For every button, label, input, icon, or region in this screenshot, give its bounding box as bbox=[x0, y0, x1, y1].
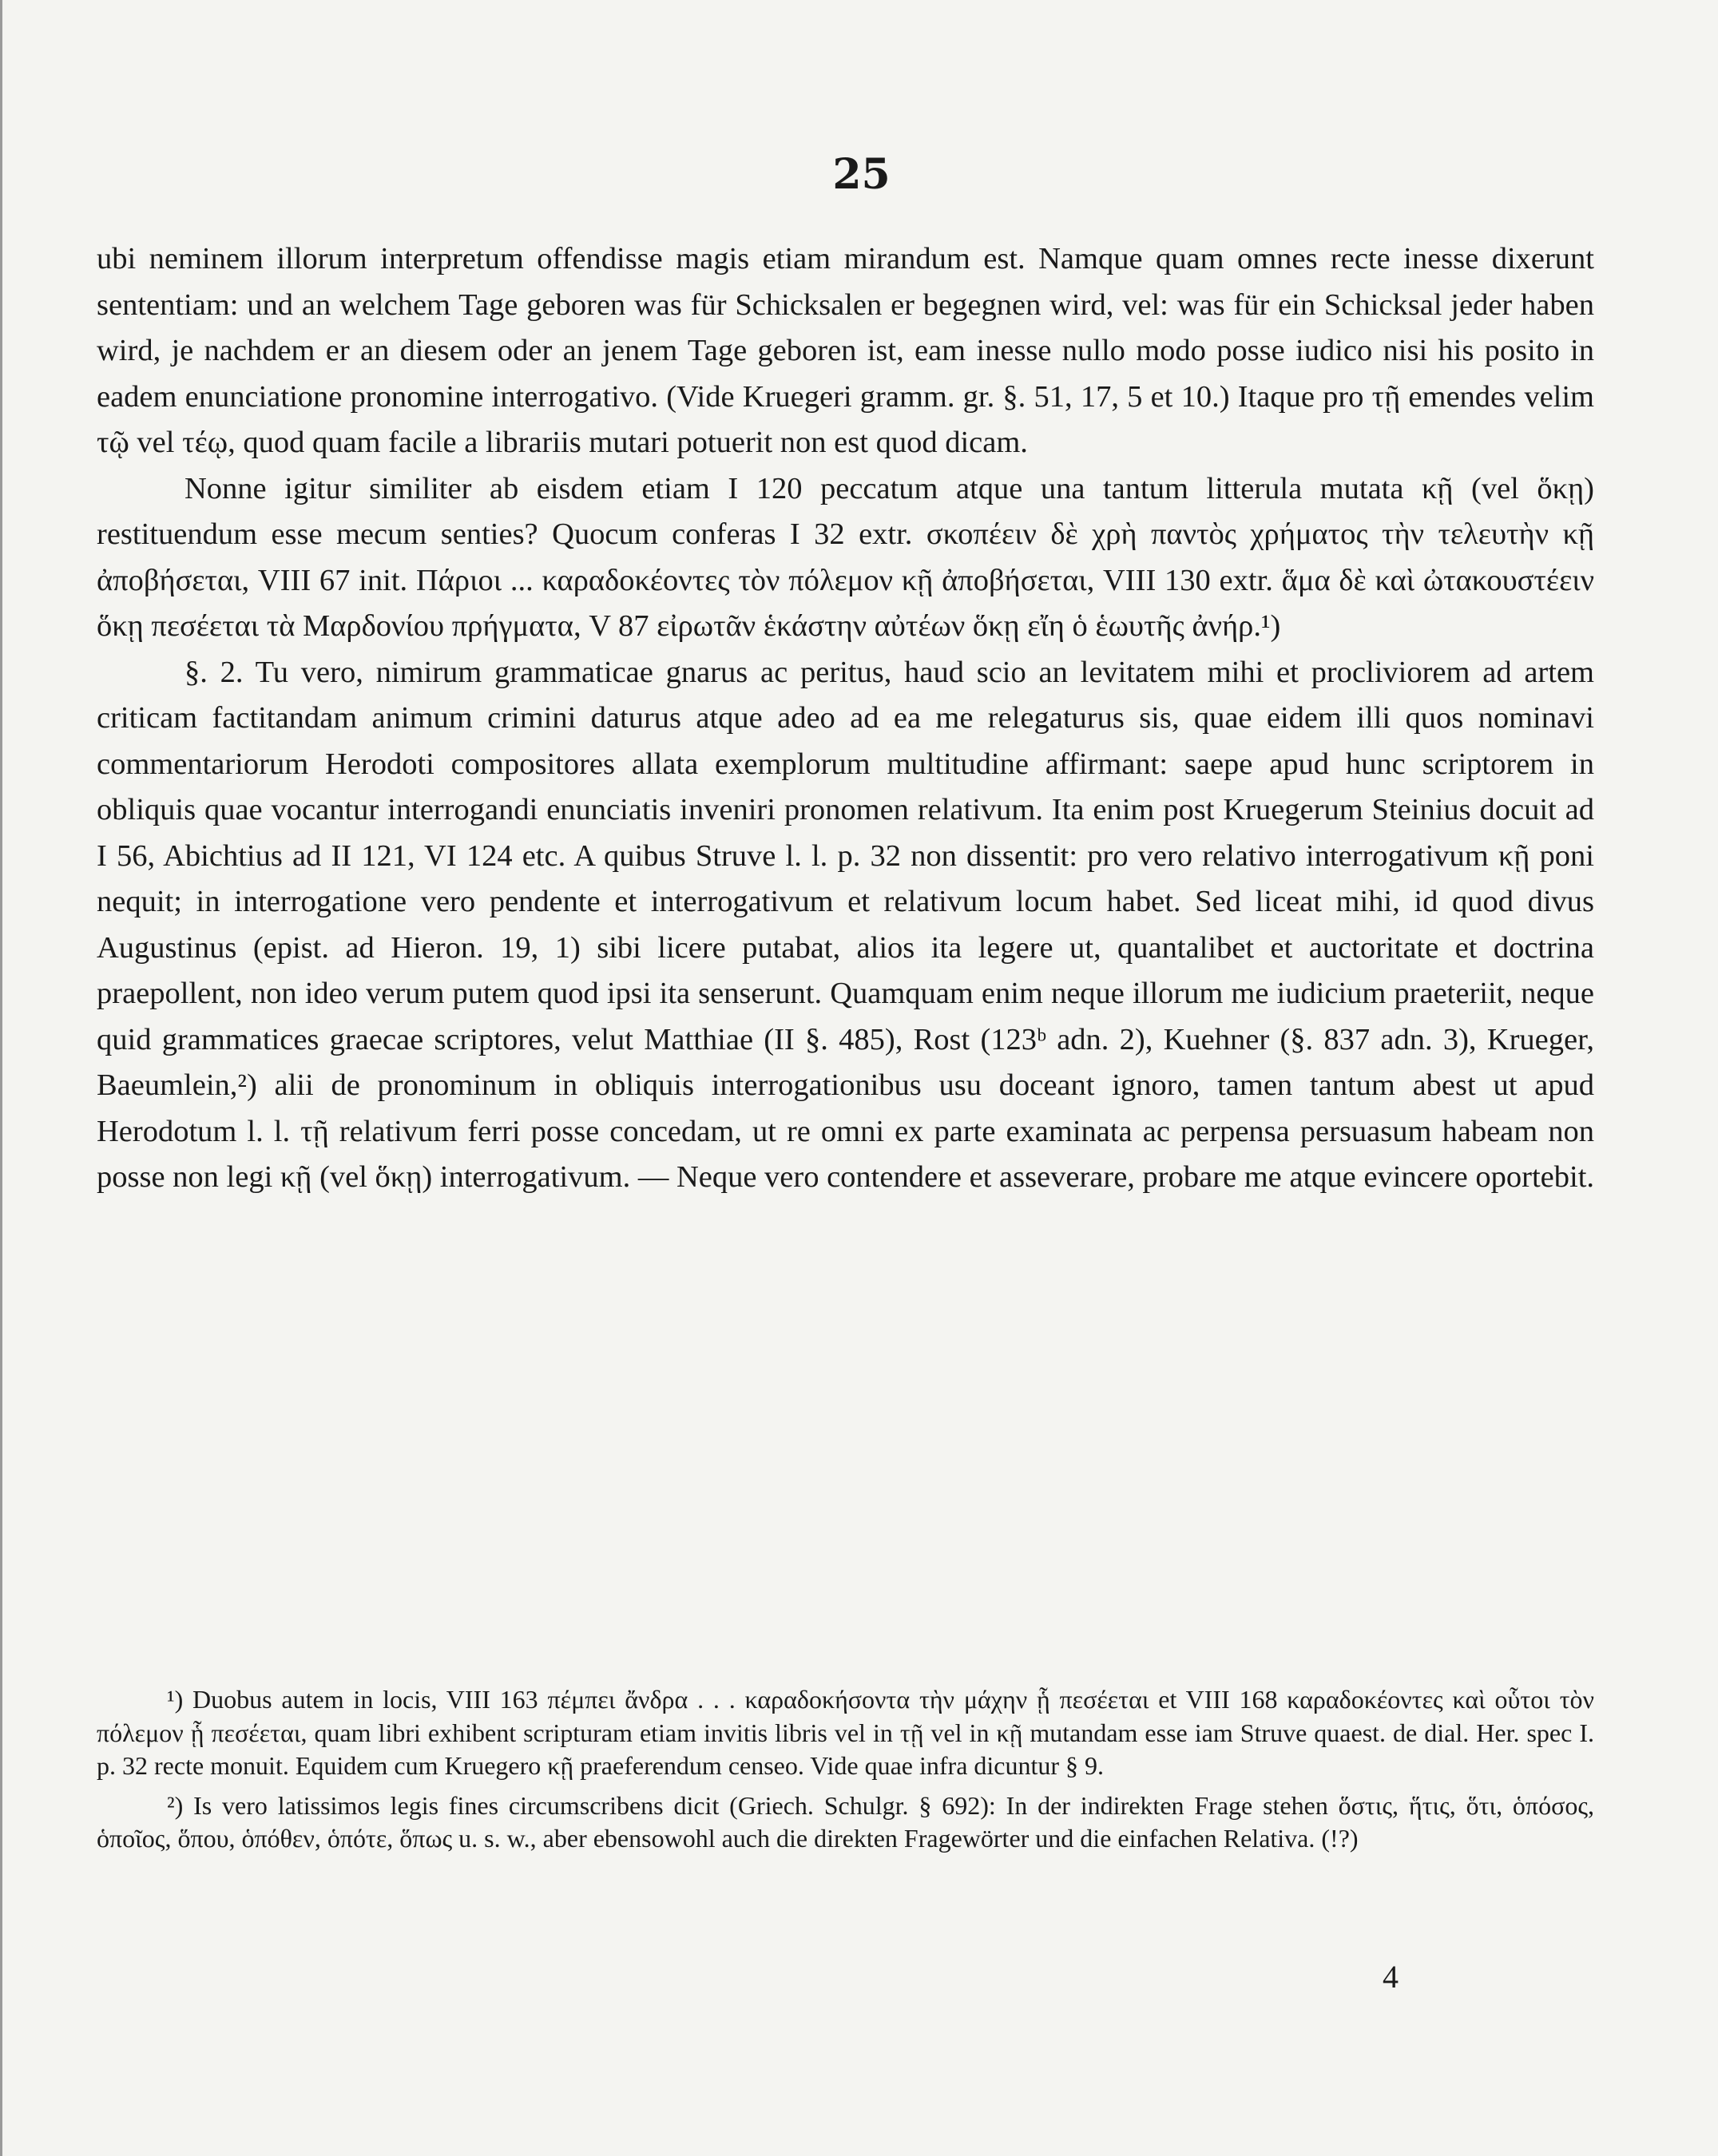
footnote-2: ²) Is vero latissimos legis fines circumscribens dicit (Griech. Schulgr. § 692): In der indirekten Frage stehen ὅστις, ἥτις, ὅτι, ὁπόσος, ὁποῖος, ὅπου, ὁπόθεν, ὁπότε, ὅπως u. s. w., aber ebensowohl auch die direkten Fragewörter und die einfachen Relativa. (!?) bbox=[97, 1790, 1594, 1853]
footnote-1: ¹) Duobus autem in locis, VIII 163 πέμπει ἄνδρα . . . καραδοκήσοντα τὴν μάχην ᾗ πεσέεται et VIII 168 καραδοκέοντες καὶ οὗτοι τὸν πόλεμον ᾗ πεσέεται, quam libri exhibent scripturam etiam invitis libris vel in τῇ vel in κῇ mutandam esse iam Struve quaest. de dial. Her. spec I. p. 32 recte monuit. Equidem cum Kruegero κῇ praeferendum censeo. Vide quae infra dicuntur § 9. bbox=[97, 1685, 1594, 1780]
signature-mark: 4 bbox=[1383, 1959, 1399, 1995]
paragraph-1: ubi neminem illorum interpretum offendisse magis etiam mirandum est. Namque quam omnes recte inesse dixerunt sententiam: und an welchem Tage geboren was für Schicksalen er begegnen wird, vel: was für ein Schicksal jeder haben wird, je nachdem er an diesem oder an jenem Tage geboren ist, eam inesse nullo modo posse iudico nisi his posito in eadem enunciatione pronomine interrogativo. (Vide Kruegeri gramm. gr. §. 51, 17, 5 et 10.) Itaque pro τῇ emendes velim τῷ vel τέῳ, quod quam facile a librariis mutari potuerit non est quod dicam. bbox=[97, 242, 1594, 459]
page-number: 25 bbox=[832, 150, 891, 199]
footnotes bbox=[97, 1683, 1594, 1856]
main-text bbox=[97, 236, 1594, 1201]
paragraph-3-section-2: §. 2. Tu vero, nimirum grammaticae gnarus ac peritus, haud scio an levitatem mihi et procliviorem ad artem criticam factitandam animum crimini daturus atque adeo ad ea me relegaturus sis, quae eidem illi quos nominavi commentariorum Herodoti compositores allata exemplorum multitudine affirmant: saepe apud hunc scriptorem in obliquis quae vocantur interrogandi enunciatis inveniri pronomen relativum. Ita enim post Kruegerum Steinius docuit ad I 56, Abichtius ad II 121, VI 124 etc. A quibus Struve l. l. p. 32 non dissentit: pro vero relativo interrogativum κῇ poni nequit; in interrogatione vero pendente et interrogativum et relativum locum habet. Sed liceat mihi, id quod divus Augustinus (epist. ad Hieron. 19, 1) sibi licere putabat, alios ita legere ut, quantalibet et auctoritate et doctrina praepollent, non ideo verum putem quod ipsi ita senserunt. Quamquam enim neque illorum me iudicium praeteriit, neque quid grammatices graecae scriptores, velut Matthiae (II §. 485), Rost (123ᵇ adn. 2), Kuehner (§. 837 adn. 3), Krueger, Baeumlein,²) alii de pronominum in obliquis interrogationibus usu doceant ignoro, tamen tantum abest ut apud Herodotum l. l. τῇ relativum ferri posse concedam, ut re omni ex parte examinata ac perpensa persuasum habeam non posse non legi κῇ (vel ὅκῃ) interrogativum. — Neque vero contendere et asseverare, probare me atque evincere oportebit. bbox=[97, 655, 1595, 1194]
paragraph-2: Nonne igitur similiter ab eisdem etiam I 120 peccatum atque una tantum litterula mutata κῇ (vel ὅκῃ) restituendum esse mecum senties? Quocum conferas I 32 extr. σκοπέειν δὲ χρὴ παντὸς χρήματος τὴν τελευτὴν κῇ ἀποβήσεται, VIII 67 init. Πάριοι ... καραδοκέοντες τὸν πόλεμον κῇ ἀποβήσεται, VIII 130 extr. ἅμα δὲ καὶ ὠτακουστέειν ὅκῃ πεσέεται τὰ Μαρδονίου πρήγματα, V 87 εἰρωτᾶν ἑκάστην αὐτέων ὅκῃ εἴη ὁ ἑωυτῆς ἀνήρ.¹) bbox=[97, 471, 1594, 643]
